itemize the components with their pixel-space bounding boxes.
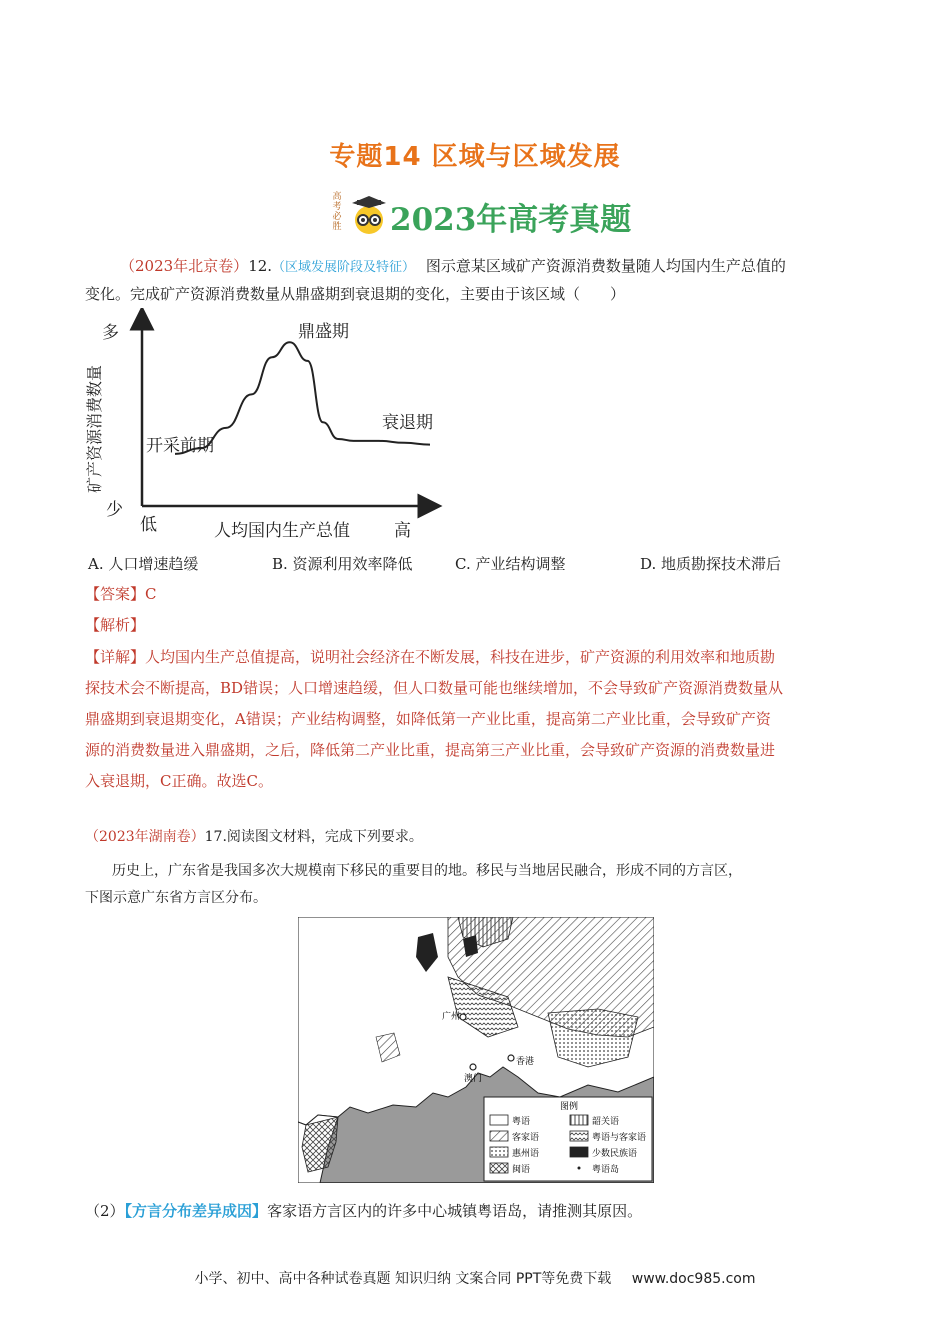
legend-swatch: [578, 1167, 581, 1170]
guangzhou-marker: [460, 1014, 466, 1020]
legend-label: 韶关语: [592, 1117, 620, 1127]
stage-label-pre-mining: 开采前期: [146, 436, 214, 456]
legend-label: 粤语: [512, 1117, 531, 1127]
map-legend: [484, 1097, 652, 1181]
footer-site-link[interactable]: www.doc985.com: [631, 1271, 756, 1287]
legend-label: 客家语: [512, 1133, 540, 1143]
macau-marker: [470, 1064, 476, 1070]
q12-option-c: C. 产业结构调整: [455, 555, 566, 573]
page-footer: [0, 1268, 950, 1288]
q17-stem: [85, 826, 423, 846]
city-label-macau: 澳门: [464, 1074, 483, 1084]
q12-stem-part1: 图示意某区域矿产资源消费数量随人均国内生产总值的: [425, 257, 786, 275]
banner-vertical-text: 高考必胜: [332, 192, 342, 232]
detail-label: 【详解】: [85, 648, 146, 666]
legend-label: 粤语岛: [592, 1165, 620, 1175]
exam-banner: [330, 190, 630, 242]
x-high-label: 高: [394, 521, 411, 541]
q12-tag: （区域发展阶段及特征）: [272, 260, 416, 275]
legend-title: 图例: [560, 1102, 579, 1112]
q12-stem-line2: 变化。完成矿产资源消费数量从鼎盛期到衰退期的变化，主要由于该区域（ ）: [85, 285, 626, 303]
detail-line: 鼎盛期到衰退期变化，A错误；产业结构调整，如降低第一产业比重，提高第二产业比重，会导致矿产资: [85, 710, 771, 728]
q12-detail: [85, 642, 783, 797]
resource-consumption-chart: [80, 308, 450, 548]
page-title: 专题14 区域与区域发展: [329, 142, 621, 172]
q17-material-line1: 历史上，广东省是我国多次大规模南下移民的重要目的地。移民与当地居民融合，形成不同的方言区，: [112, 863, 742, 879]
x-axis-title: 人均国内生产总值: [214, 521, 350, 541]
q12-stem-line1: [120, 252, 786, 282]
hongkong-marker: [508, 1055, 514, 1061]
detail-line: 人均国内生产总值提高，说明社会经济在不断发展，科技在进步，矿产资源的利用效率和地质勘: [145, 648, 776, 666]
city-label-guangzhou: 广州: [442, 1012, 461, 1022]
sub-stem: 客家语方言区内的许多中心城镇粤语岛，请推测其原因。: [267, 1202, 643, 1220]
q17-source: （2023年湖南卷）: [85, 829, 205, 845]
detail-line: 探技术会不断提高，BD错误；人口增速趋缓，但人口数量可能也继续增加，不会导致矿产资源消费数量从: [85, 679, 784, 697]
q12-answer: [85, 580, 157, 608]
stage-label-decline: 衰退期: [382, 413, 433, 433]
guangdong-dialect-map: [298, 917, 654, 1183]
banner-main-text: 2023年高考真题: [390, 202, 632, 238]
q17-number: 17.: [204, 829, 227, 845]
y-high-label: 多: [102, 323, 119, 343]
q12-option-d: D. 地质勘探技术滞后: [640, 555, 782, 573]
legend-swatch: [490, 1131, 508, 1141]
q17-material-line2: 下图示意广东省方言区分布。: [85, 890, 267, 906]
y-low-label: 少: [106, 500, 123, 520]
legend-label: 惠州语: [512, 1149, 540, 1159]
legend-label: 粤语与客家语: [592, 1133, 647, 1143]
q17-subquestion: [85, 1200, 642, 1221]
q17-stem-text: 阅读图文材料，完成下列要求。: [226, 829, 423, 845]
sub-tag: 【方言分布差异成因】: [124, 1202, 268, 1220]
y-axis-title: 矿产资源消费数量: [85, 364, 104, 493]
answer-value: C: [145, 585, 157, 603]
legend-swatch: [490, 1115, 508, 1125]
detail-line: 入衰退期，C正确。故选C。: [85, 772, 273, 790]
legend-label: 少数民族语: [592, 1149, 638, 1159]
graduate-mascot-icon: [348, 194, 390, 236]
q12-source: （2023年北京卷）: [120, 257, 249, 275]
q12-number: 12.: [248, 257, 273, 275]
answer-label: 【答案】: [85, 585, 146, 603]
legend-swatch: [570, 1131, 588, 1141]
q12-analysis-label: 【解析】: [85, 616, 146, 634]
x-low-label: 低: [140, 515, 157, 535]
legend-swatch: [570, 1115, 588, 1125]
legend-swatch: [490, 1163, 508, 1173]
footer-text: 小学、初中、高中各种试卷真题 知识归纳 文案合同 PPT等免费下载: [194, 1271, 612, 1287]
sub-number: （2）: [85, 1202, 125, 1220]
legend-swatch: [570, 1147, 588, 1157]
stage-label-peak: 鼎盛期: [298, 322, 349, 342]
city-label-hongkong: 香港: [516, 1057, 535, 1067]
detail-line: 源的消费数量进入鼎盛期，之后，降低第二产业比重，提高第三产业比重，会导致矿产资源的消费数量进: [85, 741, 776, 759]
q12-option-a: A. 人口增速趋缓: [88, 555, 199, 573]
legend-label: 闽语: [512, 1165, 531, 1175]
legend-swatch: [490, 1147, 508, 1157]
q12-option-b: B. 资源利用效率降低: [272, 555, 413, 573]
